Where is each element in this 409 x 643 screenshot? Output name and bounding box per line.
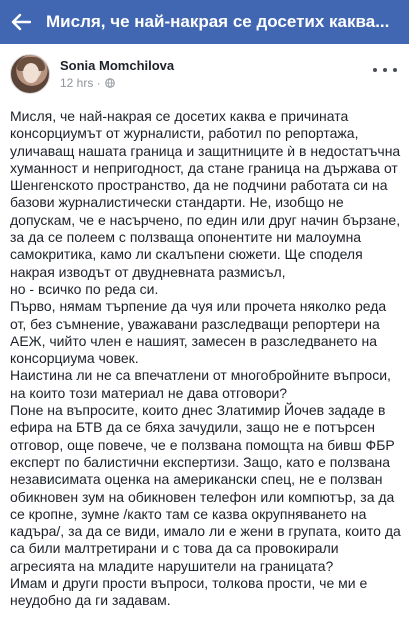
post-header [0,54,409,98]
avatar[interactable] [10,54,50,94]
globe-icon [105,78,115,88]
more-options-icon[interactable] [373,62,397,78]
page-title: Мисля, че най-накрая се досетих каква... [46,12,390,31]
author-name[interactable]: Sonia Momchilova [60,58,175,73]
post-text: Мисля, че най-накрая се досетих каква е причината консорциумът от журналисти, работил по репортажа, уличаващ нашата граница и защитниците ѝ в недостатъчна хуманност и непригодност, да стане граница на държава от Шенгенското пространство, да не подчини работата си на базови журналистически стандарти. Не, изобщо не допускам, че е насърчено, по един или друг начин бързане, за да се полеем с ползваща опонентите ни малоумна самокритика, камо ли скалъпени сюжети. Ще споделя накрая изводът от двудневната размисъл, но - всичко по реда си. Първо, нямам търпение да чуя или прочета няколко реда от, без съмнение, уважавани разследващи репортери на АЕЖ, чийто член е нашият, замесен в разследването на консорциума човек. Наистина ли не са впечатлени от многобройните въпроси, на които този материал не дава отговори? Поне на въпросите, които днес Златимир Йочев зададе в ефира на БТВ да се бяха зачудили, защо не е потърсен отговор, още повече, че е ползвана помощта на бивш ФБР експерт по балистични експертизи. Защо, като е ползвана независимата оценка на американски спец, не е ползван обикновен зум на обикновен телефон или компютър, за да се кропне, зумне /както там се казва окрупняването на кадъра/, за да се види, имало ли е жени в групата, които да са били малтретирани и с това да са провокирали агресията на младите нарушители на границата? Имам и други прости въпроси, толкова прости, че ми е неудобно да ги задавам. [10,108,401,609]
post-time[interactable]: 12 hrs · [60,76,101,90]
back-arrow-icon[interactable] [4,0,38,44]
post-meta [60,76,115,90]
top-bar [0,0,409,44]
